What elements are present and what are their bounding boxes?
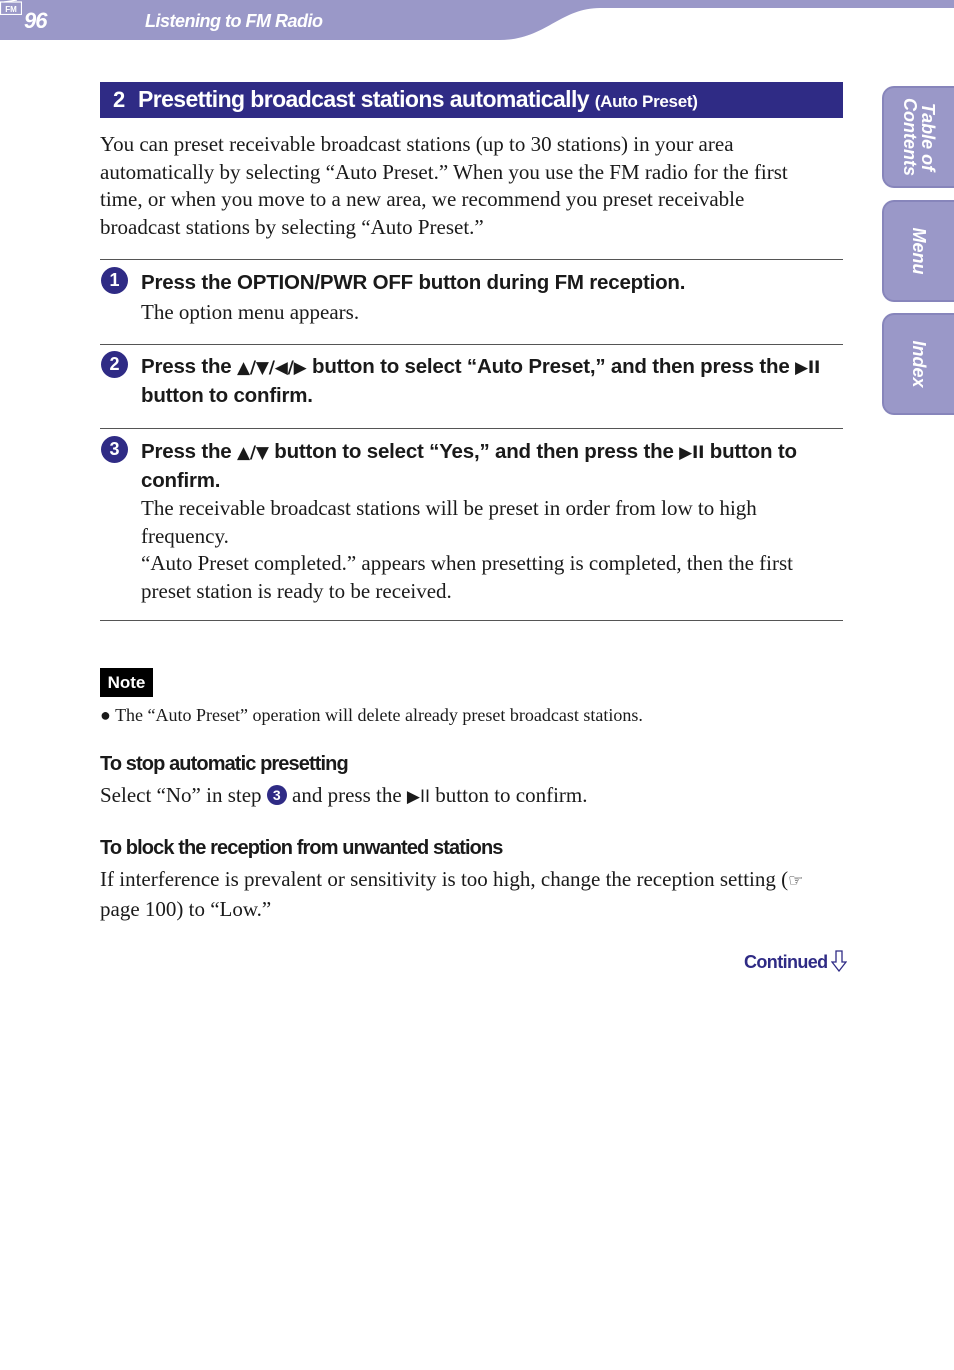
tab-label: Menu	[909, 227, 929, 275]
stop-heading: To stop automatic presetting	[100, 753, 348, 775]
section-heading	[100, 82, 843, 118]
section-subtitle: (Auto Preset)	[594, 92, 698, 111]
bullet-icon: ●	[100, 705, 111, 725]
tab-table-of-contents[interactable]	[882, 86, 954, 188]
page-reference-icon: ☞	[788, 871, 804, 891]
step-number-3: 3	[101, 436, 128, 463]
tab-label: Index	[909, 340, 929, 388]
arrow-buttons-icon: ▲/▼/◀/▶	[237, 358, 307, 378]
step-3-result	[141, 495, 841, 605]
divider	[100, 428, 843, 429]
step-number-1: 1	[101, 267, 128, 294]
page-header	[0, 0, 954, 40]
continued-link[interactable]: Continued	[744, 950, 847, 973]
tab-index[interactable]	[882, 313, 954, 415]
section-number: 2	[113, 87, 126, 112]
play-pause-icon: ▶II	[679, 443, 705, 463]
block-text: If interference is prevalent or sensitivity is too high, change the reception setting (☞ page 100) to “Low.”	[100, 867, 804, 921]
arrow-down-icon	[831, 950, 847, 972]
stop-text: Select “No” in step 3 and press the ▶II button to confirm.	[100, 783, 588, 807]
note-text: ● The “Auto Preset” operation will delete already preset broadcast stations.	[100, 705, 643, 725]
divider	[100, 259, 843, 260]
header-band	[0, 0, 954, 40]
step-3-result-line-2: “Auto Preset completed.” appears when presetting is completed, then the first preset station is ready to be received.	[141, 551, 793, 603]
step-3-reference: 3	[267, 785, 287, 805]
play-pause-icon: ▶II	[795, 358, 821, 378]
block-heading: To block the reception from unwanted stations	[100, 837, 503, 859]
tab-menu[interactable]	[882, 200, 954, 302]
header-title: Listening to FM Radio	[145, 11, 323, 31]
step-3-instruction: Press the ▲/▼ button to select “Yes,” and then press the ▶II button to confirm.	[141, 440, 797, 492]
divider	[100, 620, 843, 621]
intro-paragraph: You can preset receivable broadcast stations (up to 30 stations) in your area automatically by selecting “Auto Preset.” When you use the FM radio for the first time, or when you move to a new area, we recommend you preset receivable broadcast stations by selecting “Auto Preset.”	[100, 132, 788, 239]
section-title: Presetting broadcast stations automatically (Auto Preset)	[138, 86, 698, 112]
note-badge: Note	[100, 668, 153, 697]
fm-radio-icon	[0, 0, 22, 15]
step-3-result-line-1: The receivable broadcast stations will be preset in order from low to high frequency.	[141, 496, 757, 548]
page-number: 96	[24, 8, 47, 33]
step-2-instruction: Press the ▲/▼/◀/▶ button to select “Auto Preset,” and then press the ▶II button to confirm.	[141, 355, 821, 407]
fm-icon-label: FM	[5, 5, 17, 14]
up-down-buttons-icon: ▲/▼	[237, 443, 269, 463]
divider	[100, 344, 843, 345]
play-pause-icon: ▶II	[406, 787, 431, 807]
step-1-result: The option menu appears.	[141, 300, 360, 324]
tab-label: Table of Contents	[900, 98, 938, 176]
step-1-instruction: Press the OPTION/PWR OFF button during FM reception.	[141, 271, 686, 294]
step-number-2: 2	[101, 351, 128, 378]
